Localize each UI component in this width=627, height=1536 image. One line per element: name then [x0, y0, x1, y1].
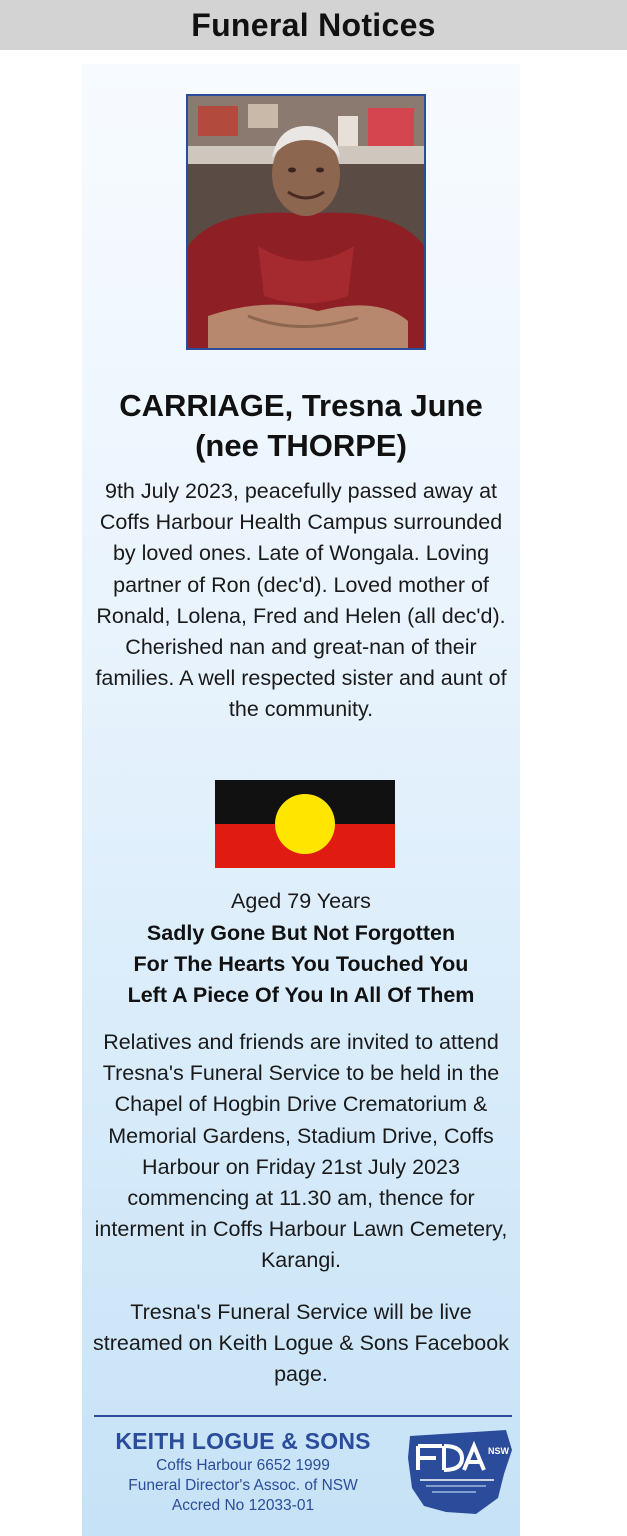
page-title: Funeral Notices — [191, 6, 436, 43]
portrait-photo — [186, 94, 426, 350]
funeral-director-name: KEITH LOGUE & SONS — [115, 1428, 371, 1454]
tagline — [82, 918, 520, 1011]
notice-paragraph: 9th July 2023, peacefully passed away at Coffs Harbour Health Campus surrounded by loved ones. Late of Wongala. Loving partner of Ron (dec'd). Loved mother of Ronald, Lolena, Fred and Helen (all dec'd). Cherished nan and great-nan of their families. A well respected sister and aunt of the community. — [95, 479, 507, 722]
fda-nsw-logo-icon — [406, 1428, 516, 1518]
livestream-paragraph: Tresna's Funeral Service will be live streamed on Keith Logue & Sons Facebook page. — [93, 1300, 509, 1387]
funeral-director-association: Funeral Director's Assoc. of NSW — [128, 1477, 358, 1494]
funeral-director-accreditation: Accred No 12033-01 — [171, 1497, 315, 1514]
funeral-notice — [82, 64, 520, 1536]
divider — [94, 1415, 512, 1417]
funeral-director-phone: Coffs Harbour 6652 1999 — [156, 1457, 330, 1474]
age-line: Aged 79 Years — [231, 889, 371, 913]
tagline-line: Sadly Gone But Not Forgotten — [146, 921, 456, 945]
header-bar — [0, 0, 627, 50]
tagline-line: For The Hearts You Touched You — [133, 952, 469, 976]
maiden-name-line: (nee THORPE) — [195, 428, 407, 463]
service-details-paragraph: Relatives and friends are invited to attend Tresna's Funeral Service to be held in the Chapel of Hogbin Drive Crematorium & Memorial Gardens, Stadium Drive, Coffs Harbour on Friday 21st July 2023 commencing at 11.30 am, thence for interment in Coffs Harbour Lawn Cemetery, Karangi. — [94, 1030, 508, 1273]
aboriginal-flag-icon — [215, 780, 395, 868]
fda-logo-state-text: NSW — [488, 1446, 509, 1456]
tagline-line: Left A Piece Of You In All Of Them — [127, 983, 475, 1007]
deceased-name — [82, 386, 520, 466]
name-line: CARRIAGE, Tresna June — [119, 388, 483, 423]
